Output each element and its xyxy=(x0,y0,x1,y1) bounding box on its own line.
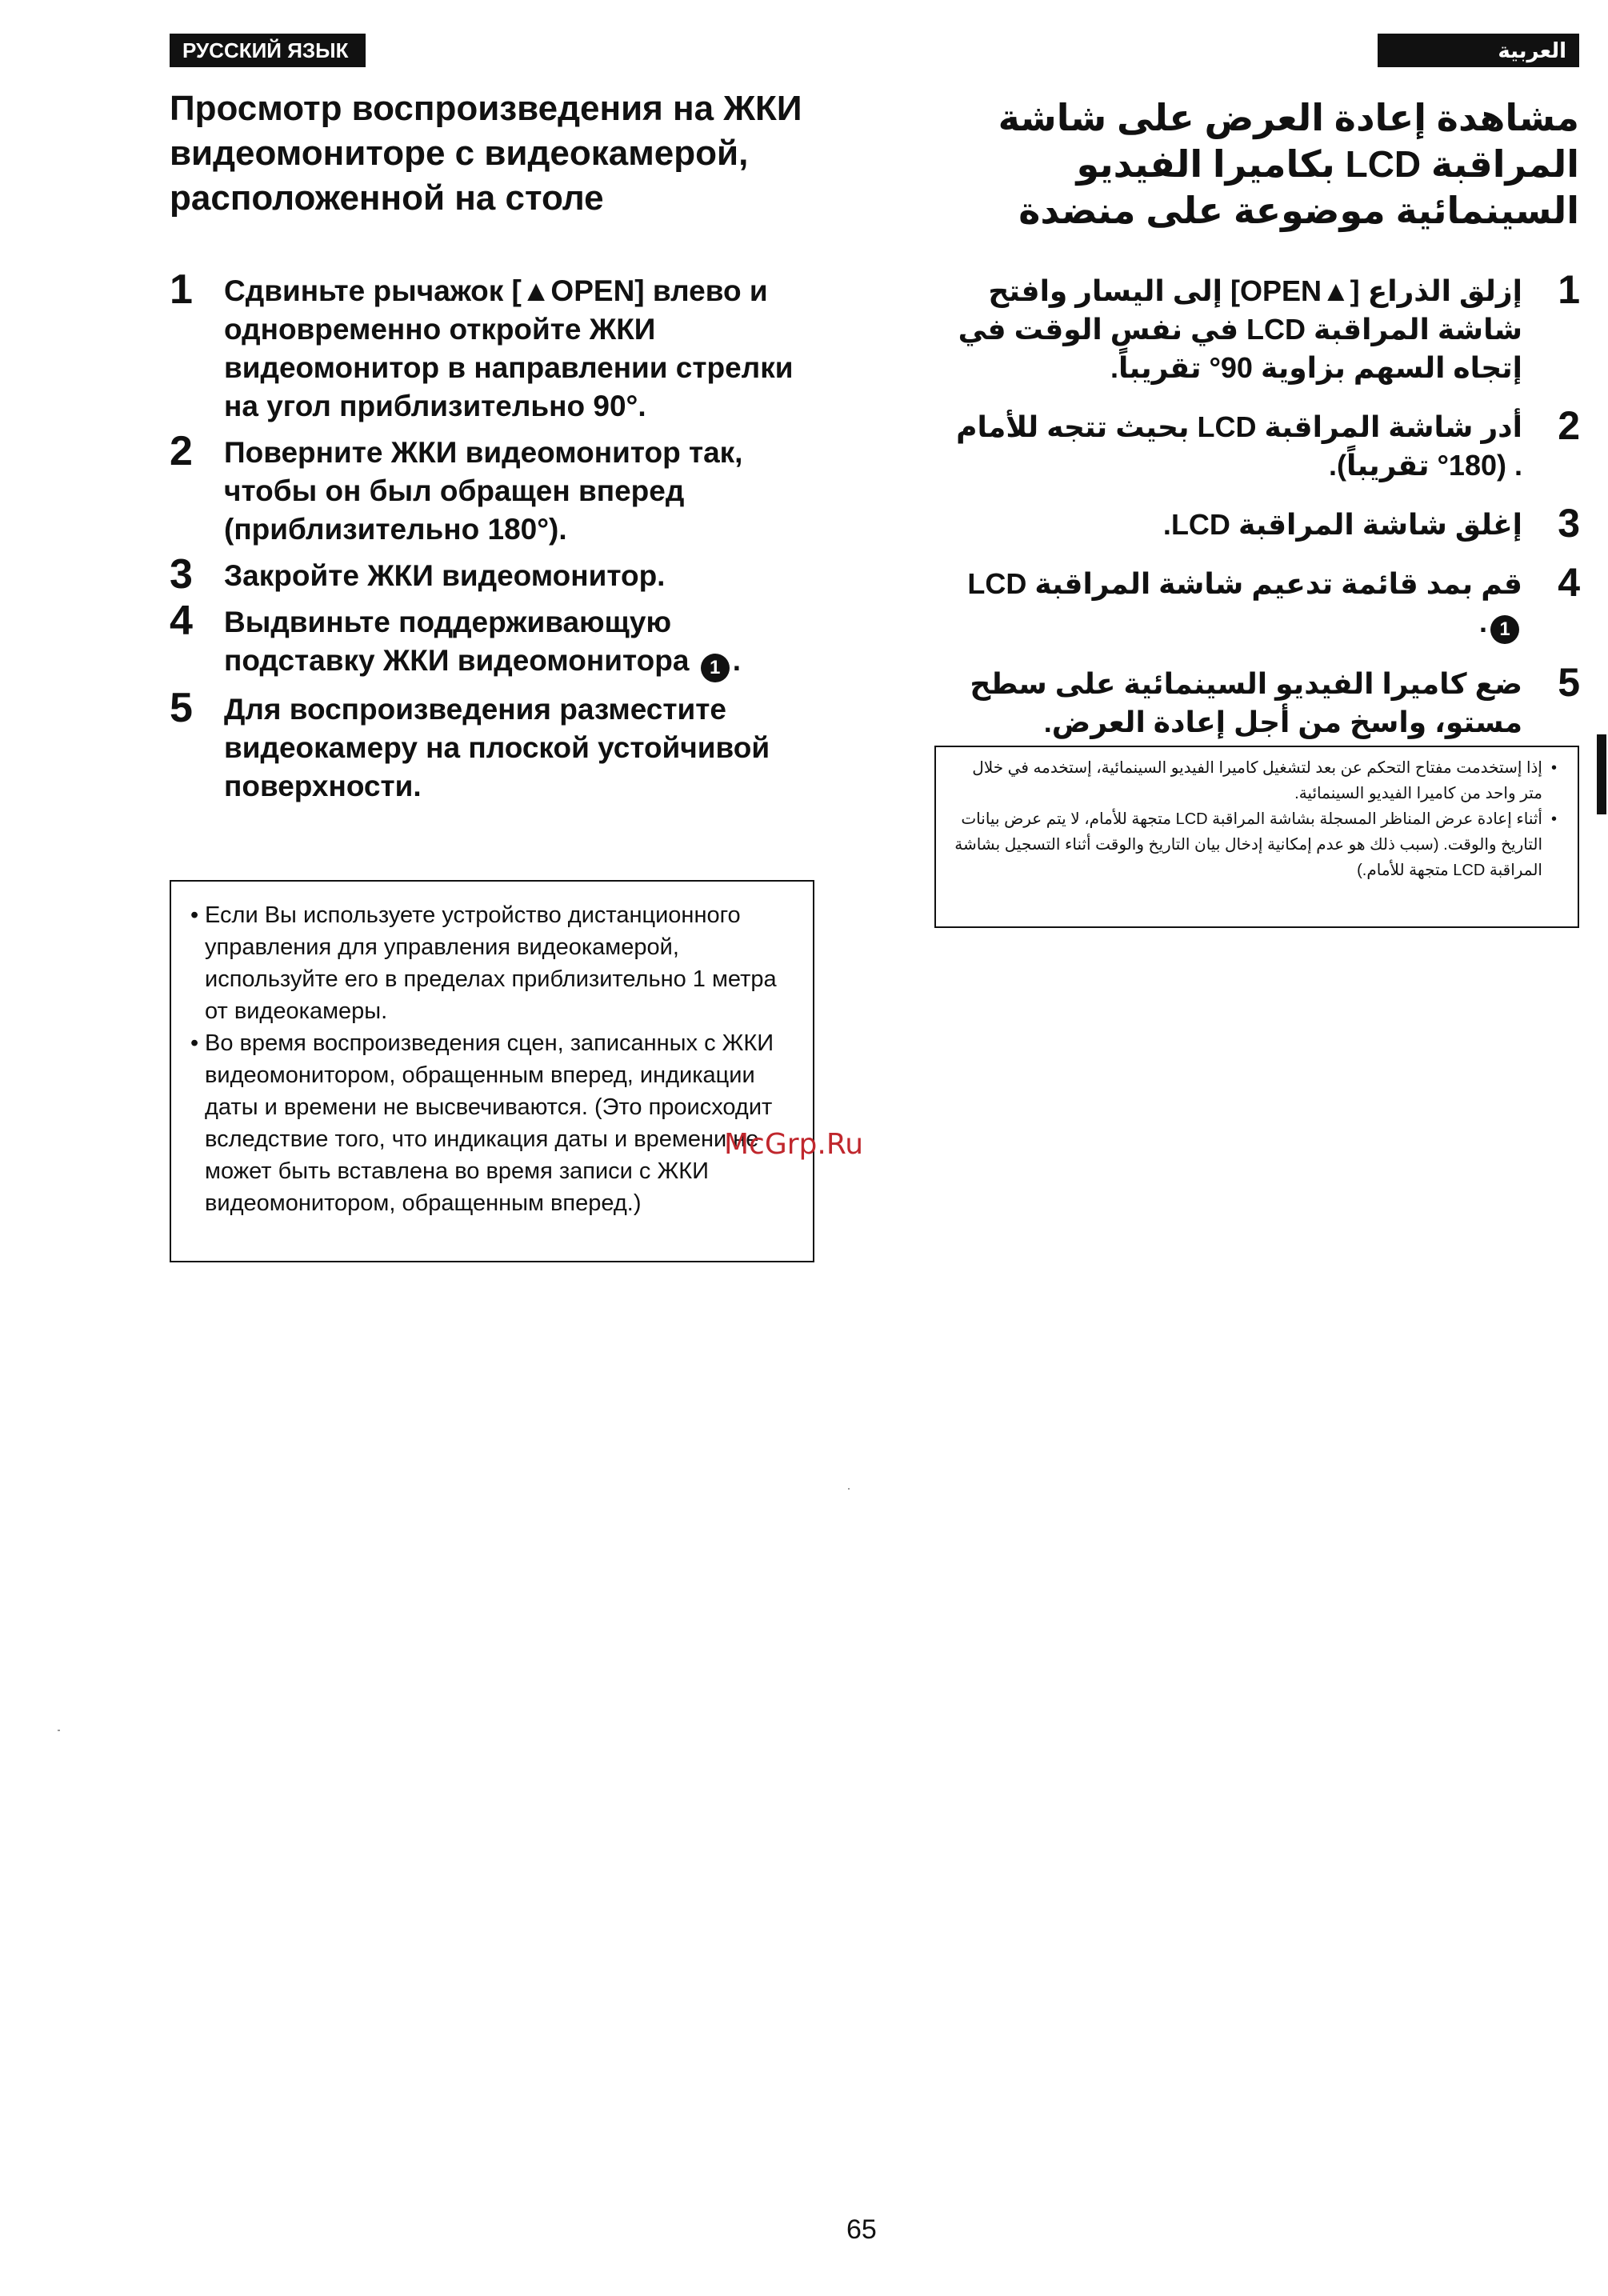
note-item: • أثناء إعادة عرض المناظر المسجلة بشاشة المراقبة LCD متجهة للأمام، لا يتم عرض بيانات التاريخ والوقت. (سبب ذلك هو عدم إمكانية إدخال بيان التاريخ والوقت أثناء التسجيل بشاشة المراقبة LCD متجهة للأمام.) xyxy=(952,806,1557,883)
language-tab-arabic: العربية xyxy=(1378,34,1579,67)
step-number: 4 xyxy=(170,598,193,644)
step-text: ضع كاميرا الفيديو السينمائية على سطح مستو، واسخ من أجل إعادة العرض. xyxy=(970,667,1522,738)
step-text: إزلق الذراع [▲OPEN] إلى اليسار وافتح شاشة المراقبة LCD في نفس الوقت في إتجاه السهم بزاوية 90° تقريباً. xyxy=(958,274,1522,384)
step-text: قم بمد قائمة تدعيم شاشة المراقبة LCD xyxy=(967,567,1522,600)
note-item: • Если Вы используете устройство дистанционного управления для управления видеокамерой, используйте его в пределах приблизительно 1 метра от видеокамеры. xyxy=(205,899,792,1027)
step-number: 1 xyxy=(170,266,193,313)
step-ar-4 xyxy=(956,560,1580,644)
step-ar-2 xyxy=(956,403,1580,485)
note-item: • Во время воспроизведения сцен, записанных с ЖКИ видеомонитором, обращенным вперед, индикации даты и времени не высвечиваются. (Это происходит вследствие того, что индикация даты и времени не может быть вставлена во время записи с ЖКИ видеомонитором, обращенным вперед.) xyxy=(205,1027,792,1219)
note-box-arabic xyxy=(934,746,1579,928)
step-ru-5 xyxy=(170,685,810,806)
step-number: 4 xyxy=(1558,560,1580,605)
page-title-russian: Просмотр воспроизведения на ЖКИ видеомониторе с видеокамерой, расположенной на столе xyxy=(170,89,802,218)
step-ar-5 xyxy=(956,660,1580,742)
step-number: 5 xyxy=(1558,660,1580,705)
step-number: 3 xyxy=(170,551,193,598)
callout-1-icon: 1 xyxy=(1490,615,1519,644)
step-number: 1 xyxy=(1558,267,1580,312)
page-number: 65 xyxy=(846,2214,877,2245)
step-text: Закройте ЖКИ видеомонитор. xyxy=(224,559,666,592)
language-tab-russian: РУССКИЙ ЯЗЫК xyxy=(170,34,366,67)
step-ru-2 xyxy=(170,428,810,549)
step-ru-3 xyxy=(170,551,810,598)
note-box-russian xyxy=(170,880,814,1262)
steps-list-russian xyxy=(170,266,810,814)
step-number: 3 xyxy=(1558,501,1580,546)
step-number: 5 xyxy=(170,685,193,731)
step-text: Для воспроизведения разместите видеокамеру на плоской устойчивой поверхности. xyxy=(224,693,770,802)
step-ar-3 xyxy=(956,501,1580,546)
page-title-arabic: مشاهدة إعادة العرض على شاشة المراقبة LCD بكاميرا الفيديو السينمائية موضوعة على منضدة xyxy=(998,97,1579,231)
step-ar-1 xyxy=(956,267,1580,387)
scan-speck xyxy=(848,1488,850,1490)
scan-speck xyxy=(58,1730,60,1731)
step-suffix: . xyxy=(732,644,741,677)
step-suffix: . xyxy=(1478,606,1487,638)
watermark: McGrp.Ru xyxy=(724,1128,864,1161)
step-text: أدر شاشة المراقبة LCD بحيث تتجه للأمام . (180° تقريباً). xyxy=(956,410,1522,482)
step-text: Сдвиньте рычажок [▲OPEN] влево и одновременно откройте ЖКИ видеомонитор в направлении стрелки на угол приблизительно 90°. xyxy=(224,274,794,422)
steps-list-arabic xyxy=(956,267,1580,762)
step-ru-4 xyxy=(170,598,810,682)
step-text: إغلق شاشة المراقبة LCD. xyxy=(1162,508,1522,541)
step-ru-1 xyxy=(170,266,810,426)
step-text: Поверните ЖКИ видеомонитор так, чтобы он был обращен вперед (приблизительно 180°). xyxy=(224,436,743,546)
note-item: • إذا إستخدمت مفتاح التحكم عن بعد لتشغيل كاميرا الفيديو السينمائية، إستخدمه في خلال متر واحد من كاميرا الفيديو السينمائية. xyxy=(952,755,1557,806)
step-text: Выдвиньте поддерживающую подставку ЖКИ видеомонитора xyxy=(224,606,690,677)
step-number: 2 xyxy=(1558,403,1580,448)
page-edge-marker xyxy=(1597,734,1606,814)
callout-1-icon: 1 xyxy=(701,654,730,682)
step-number: 2 xyxy=(170,428,193,474)
